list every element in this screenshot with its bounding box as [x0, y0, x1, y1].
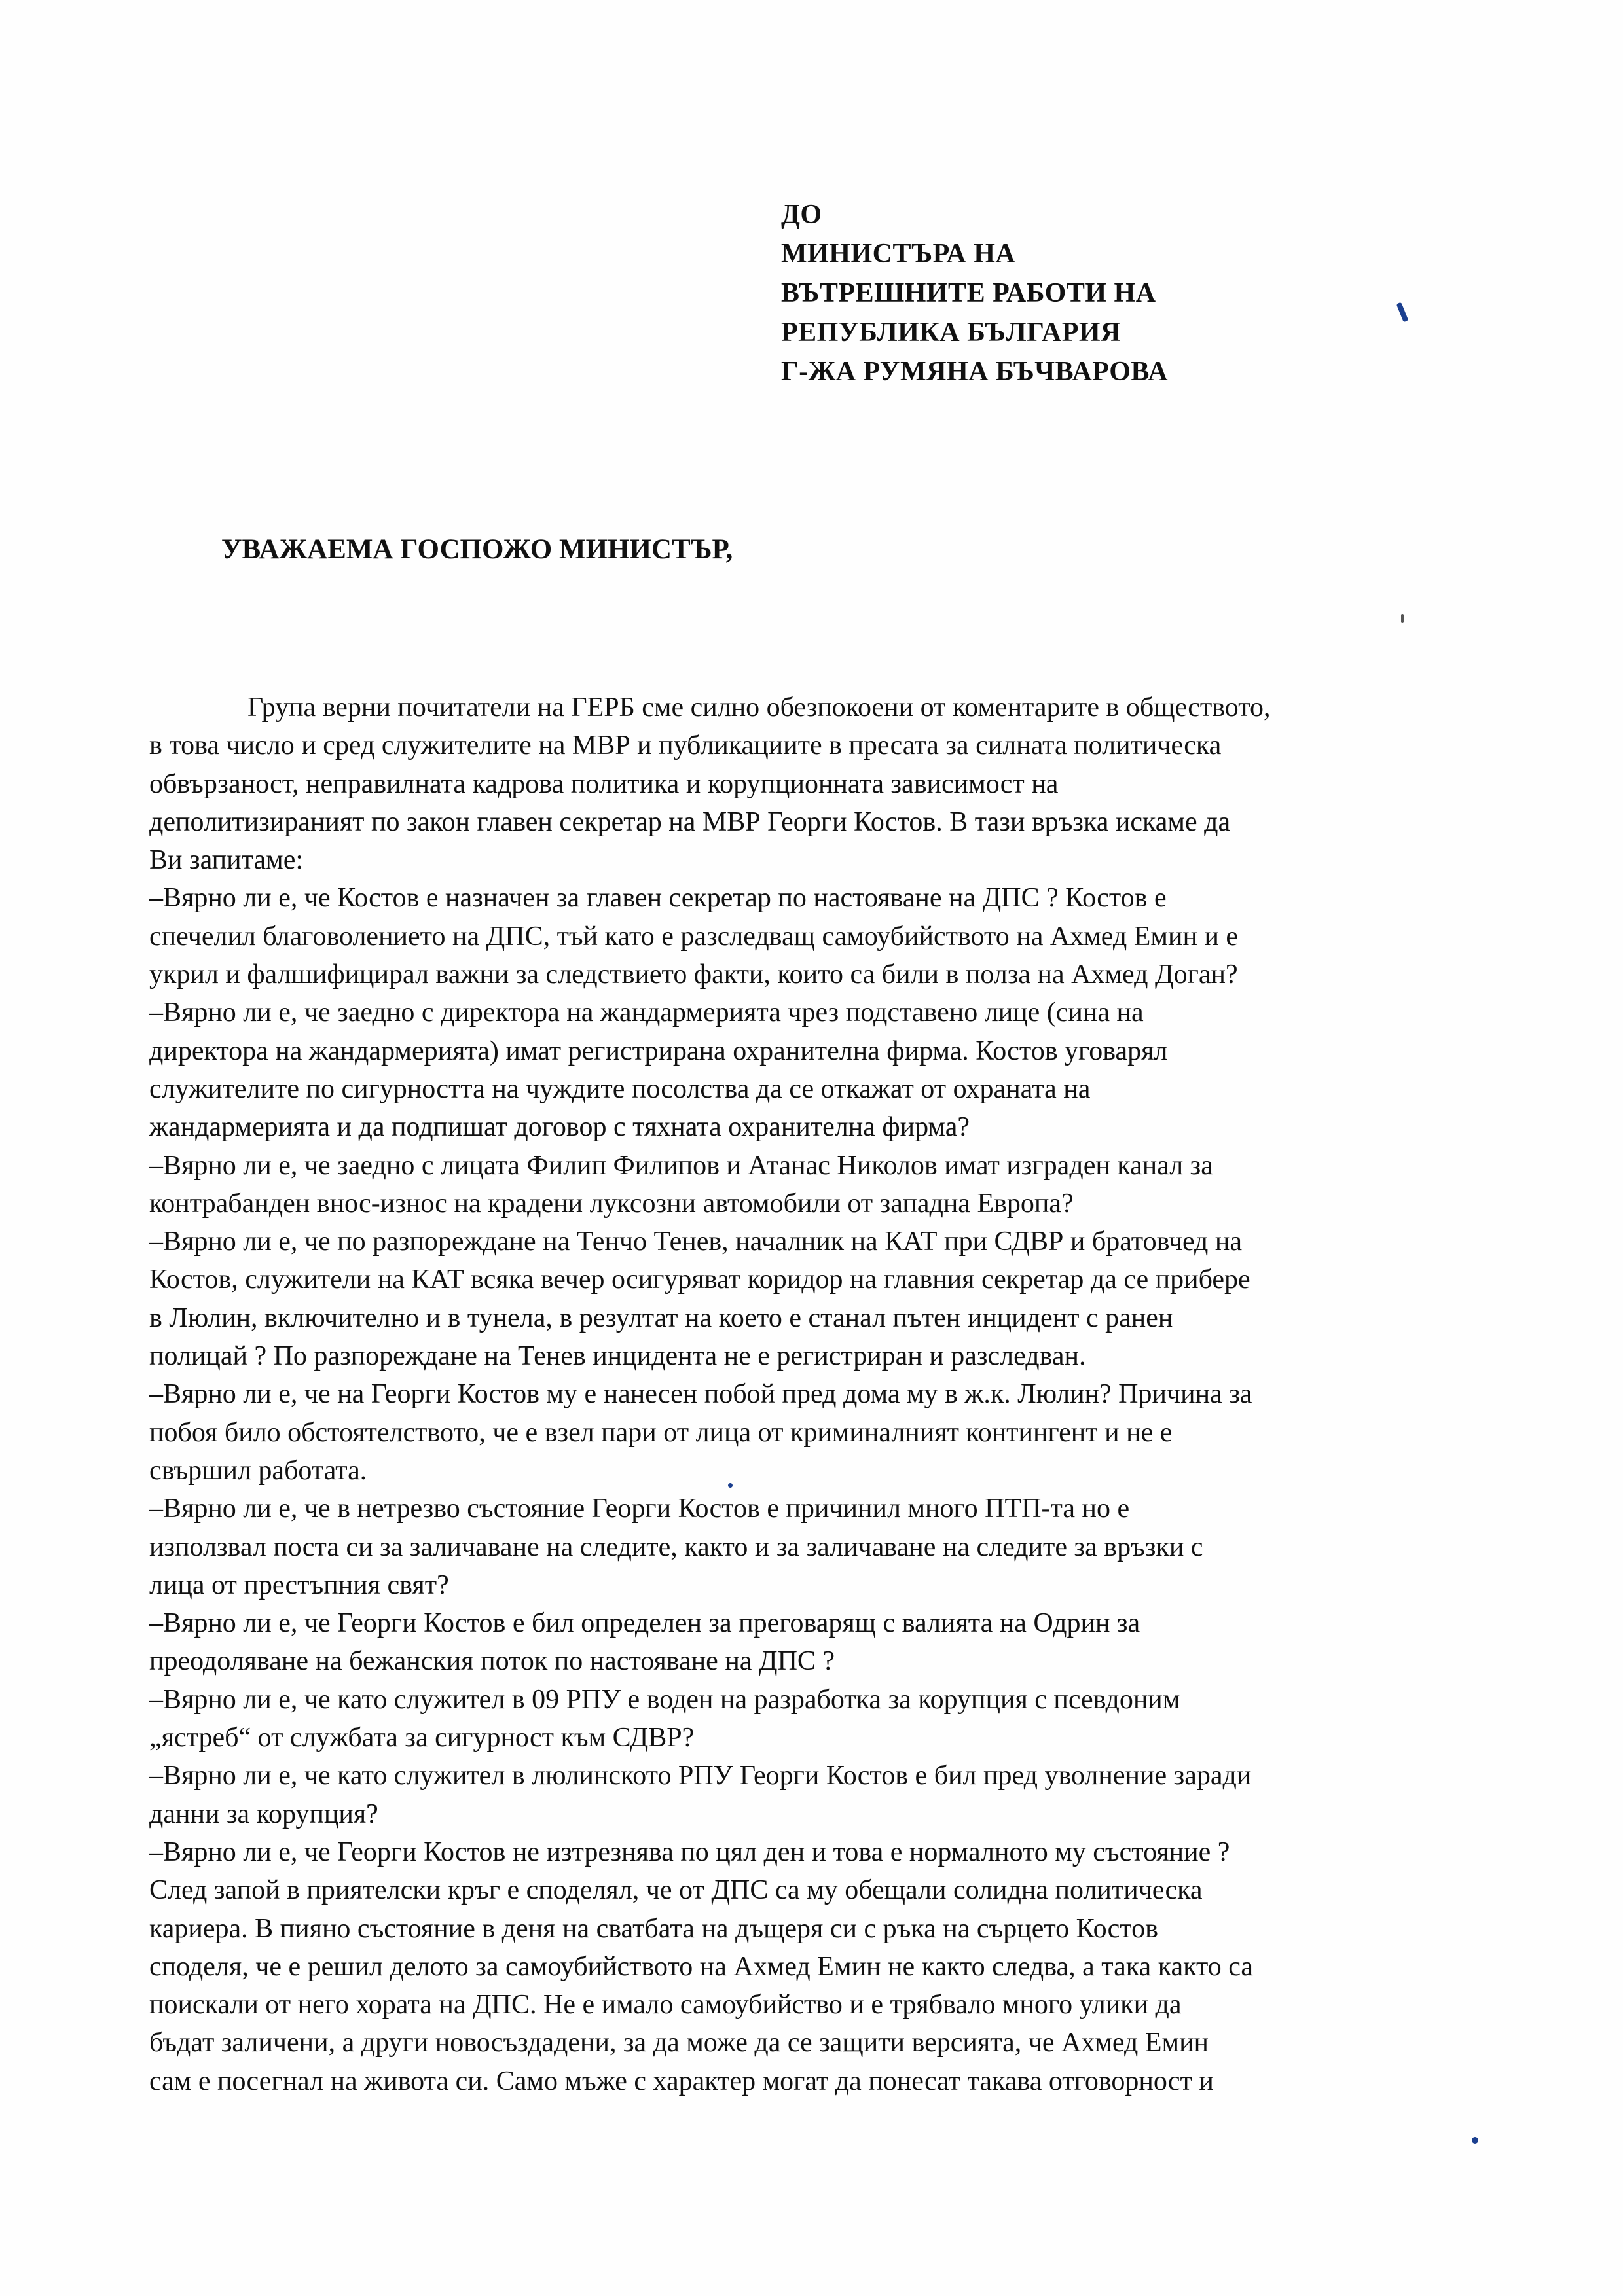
body-line: поискали от него хората на ДПС. Не е имало самоубийство и е трябвало много улики да — [149, 1990, 1182, 2020]
addressee-line: ДО — [781, 200, 822, 230]
body-line: Група верни почитатели на ГЕРБ сме силно обезпокоени от коментарите в обществото, — [247, 692, 1271, 723]
body-line: Ви запитаме: — [149, 845, 304, 876]
body-line: преодоляване на бежанския поток по настояване на ДПС ? — [149, 1646, 835, 1677]
scan-mark — [1396, 302, 1409, 323]
body-line: –Вярно ли е, че заедно с лицата Филип Филипов и Атанас Николов имат изграден канал за — [149, 1150, 1213, 1181]
body-line: –Вярно ли е, че Костов е назначен за главен секретар по настояване на ДПС ? Костов е — [149, 883, 1167, 914]
body-line: лица от престъпния свят? — [149, 1570, 449, 1600]
addressee-line: МИНИСТЪРА НА — [781, 239, 1016, 269]
body-line: в това число и сред служителите на МВР и публикациите в пресата за силната политическа — [149, 730, 1222, 761]
body-line: служителите по сигурността на чуждите посолства да се откажат от охраната на — [149, 1073, 1091, 1104]
body-line: данни за корупция? — [149, 1799, 378, 1829]
body-line: –Вярно ли е, че като служител в люлинското РПУ Георги Костов е бил пред уволнение заради — [149, 1761, 1252, 1791]
body-line: укрил и фалшифицирал важни за следствието факти, които са били в полза на Ахмед Доган? — [149, 960, 1238, 990]
salutation: УВАЖАЕМА ГОСПОЖО МИНИСТЪР, — [221, 534, 733, 565]
body-line: –Вярно ли е, че Георги Костов не изтрезнява по цял ден и това е нормалното му състояние ? — [149, 1837, 1230, 1867]
body-line: използвал поста си за заличаване на следите, както и за заличаване на следите за връзки с — [149, 1532, 1203, 1562]
body-line: След запой в приятелски кръг е споделял, че от ДПС са му обещали солидна политическа — [149, 1875, 1203, 1906]
body-line: контрабанден внос-износ на крадени луксозни автомобили от западна Европа? — [149, 1188, 1074, 1219]
body-line: „ястреб“ от службата за сигурност към СДВР? — [149, 1723, 695, 1753]
body-line: полицай ? По разпореждане на Тенев инцидента не е регистриран и разследван. — [149, 1341, 1086, 1372]
letter-body — [149, 689, 1485, 2100]
addressee-block — [781, 195, 1370, 391]
body-line: Костов, служители на КАТ всяка вечер осигуряват коридор на главния секретар да се прибере — [149, 1265, 1250, 1295]
scan-mark — [728, 1483, 733, 1488]
scan-mark — [1472, 2137, 1478, 2144]
body-line: –Вярно ли е, че заедно с директора на жандармерията чрез подставено лице (сина на — [149, 997, 1144, 1028]
body-line: бъдат заличени, а други новосъздадени, за да може да се защити версията, че Ахмед Емин — [149, 2028, 1209, 2058]
addressee-line: Г-ЖА РУМЯНА БЪЧВАРОВА — [781, 357, 1169, 387]
body-line: –Вярно ли е, че като служител в 09 РПУ е воден на разработка за корупция с псевдоним — [149, 1684, 1180, 1715]
addressee-line: РЕПУБЛИКА БЪЛГАРИЯ — [781, 317, 1121, 348]
body-line: спечелил благоволението на ДПС, тъй като е разследващ самоубийството на Ахмед Емин и е — [149, 921, 1239, 952]
body-line: сам е посегнал на живота си. Само мъже с характер могат да понесат такава отговорност и — [149, 2066, 1214, 2096]
body-line: директора на жандармерията) имат регистрирана охранителна фирма. Костов уговарял — [149, 1035, 1168, 1066]
body-line: –Вярно ли е, че по разпореждане на Тенчо Тенев, началник на КАТ при СДВР и братовчед на — [149, 1227, 1243, 1257]
body-line: –Вярно ли е, че в нетрезво състояние Георги Костов е причинил много ПТП-та но е — [149, 1494, 1130, 1524]
body-line: в Люлин, включително и в тунела, в резултат на което е станал пътен инцидент с ранен — [149, 1302, 1173, 1333]
body-line: жандармерията и да подпишат договор с тяхната охранителна фирма? — [149, 1112, 970, 1143]
body-line: свършил работата. — [149, 1455, 367, 1486]
body-line: –Вярно ли е, че на Георги Костов му е нанесен побой пред дома му в ж.к. Люлин? Причина за — [149, 1379, 1252, 1410]
body-line: деполитизираният по закон главен секретар на МВР Георги Костов. В тази връзка искаме да — [149, 806, 1231, 837]
scan-mark — [1401, 614, 1404, 623]
body-line: побоя било обстоятелството, че е взел пари от лица от криминалният контингент и не е — [149, 1417, 1173, 1448]
body-line: –Вярно ли е, че Георги Костов е бил определен за преговарящ с валията на Одрин за — [149, 1608, 1140, 1639]
body-line: обвързаност, неправилната кадрова политика и корупционната зависимост на — [149, 768, 1059, 799]
addressee-line: ВЪТРЕШНИТЕ РАБОТИ НА — [781, 278, 1156, 308]
body-line: споделя, че е решил делото за самоубийството на Ахмед Емин не както следва, а така както са — [149, 1951, 1254, 1982]
body-line: кариера. В пияно състояние в деня на сватбата на дъщеря си с ръка на сърцето Костов — [149, 1913, 1158, 1944]
